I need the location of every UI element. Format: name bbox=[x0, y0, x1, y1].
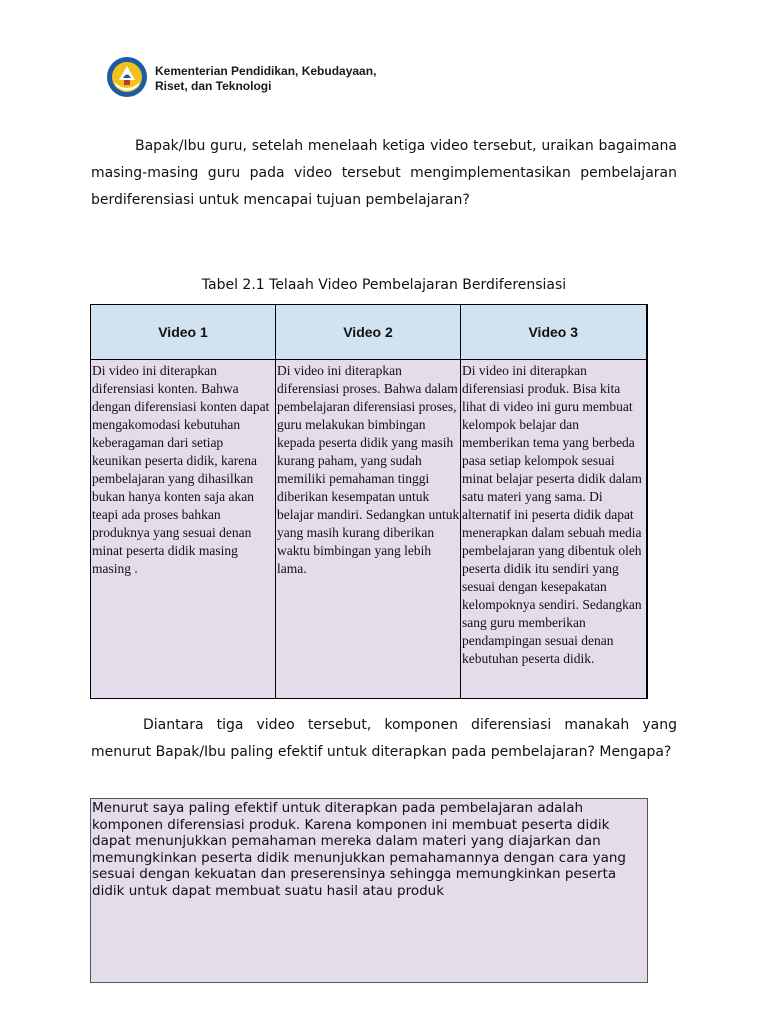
video-2-review-cell[interactable]: Di video ini diterapkan diferensiasi proses. Bahwa dalam pembelajaran diferensiasi proses, guru melakukan bimbingan kepada peserta didik yang masih kurang paham, yang sudah memiliki pemahaman tinggi diberikan kesempatan untuk belajar mandiri. Sedangkan untuk yang masih kurang diberikan waktu bimbingan yang lebih lama. bbox=[276, 360, 461, 699]
question-1: Bapak/Ibu guru, setelah menelaah ketiga video tersebut, uraikan bagaimana masing-masing guru pada video tersebut mengimplementasikan pembelajaran berdiferensiasi untuk mencapai tujuan pembelajaran? bbox=[91, 138, 677, 208]
answer-box[interactable]: Menurut saya paling efektif untuk diterapkan pada pembelajaran adalah komponen diferensiasi produk. Karena komponen ini membuat peserta didik dapat menunjukkan pemahaman mereka dalam materi yang diajarkan dan memungkinkan peserta didik menunjukkan pemahamannya dengan cara yang sesuai dengan kekuatan dan preserensinya sehingga memungkinkan peserta didik untuk dapat membuat suatu hasil atau produk bbox=[90, 798, 648, 983]
table-header-row bbox=[91, 305, 647, 360]
table-header-video-1: Video 1 bbox=[91, 305, 276, 360]
table-caption: Tabel 2.1 Telaah Video Pembelajaran Berdiferensiasi bbox=[201, 277, 567, 293]
table-header-video-3: Video 3 bbox=[461, 305, 647, 360]
ministry-name-line1: Kementerian Pendidikan, Kebudayaan, bbox=[155, 64, 377, 78]
table-header-video-2: Video 2 bbox=[276, 305, 461, 360]
table-row bbox=[91, 360, 647, 699]
video-3-review-cell[interactable]: Di video ini diterapkan diferensiasi produk. Bisa kita lihat di video ini guru membuat kelompok belajar dan memberikan tema yang berbeda pasa setiap kelompok sesuai minat belajar peserta didik dalam satu materi yang sama. Di alternatif ini peserta didik dapat menerapkan dalam sebuah media pembelajaran yang dibentuk oleh peserta didik itu sendiri yang sesuai dengan kesepakatan kelompoknya sendiri. Sedangkan sang guru memberikan pendampingan sesuai denan kebutuhan peserta didik. bbox=[461, 360, 647, 699]
video-review-table bbox=[90, 304, 648, 699]
question-2: Diantara tiga video tersebut, komponen diferensiasi manakah yang menurut Bapak/Ibu paling efektif untuk diterapkan pada pembelajaran? Mengapa? bbox=[91, 717, 677, 760]
ministry-name-line2: Riset, dan Teknologi bbox=[155, 79, 272, 93]
ministry-logo-icon bbox=[106, 56, 148, 98]
ministry-name bbox=[155, 64, 376, 94]
video-1-review-cell[interactable]: Di video ini diterapkan diferensiasi konten. Bahwa dengan diferensiasi konten dapat mengakomodasi kebutuhan keberagaman dari setiap keunikan peserta didik, karena pembelajaran yang dihasilkan bukan hanya konten saja akan teapi ada proses bahkan produknya yang sesuai denan minat peserta didik masing masing . bbox=[91, 360, 276, 699]
